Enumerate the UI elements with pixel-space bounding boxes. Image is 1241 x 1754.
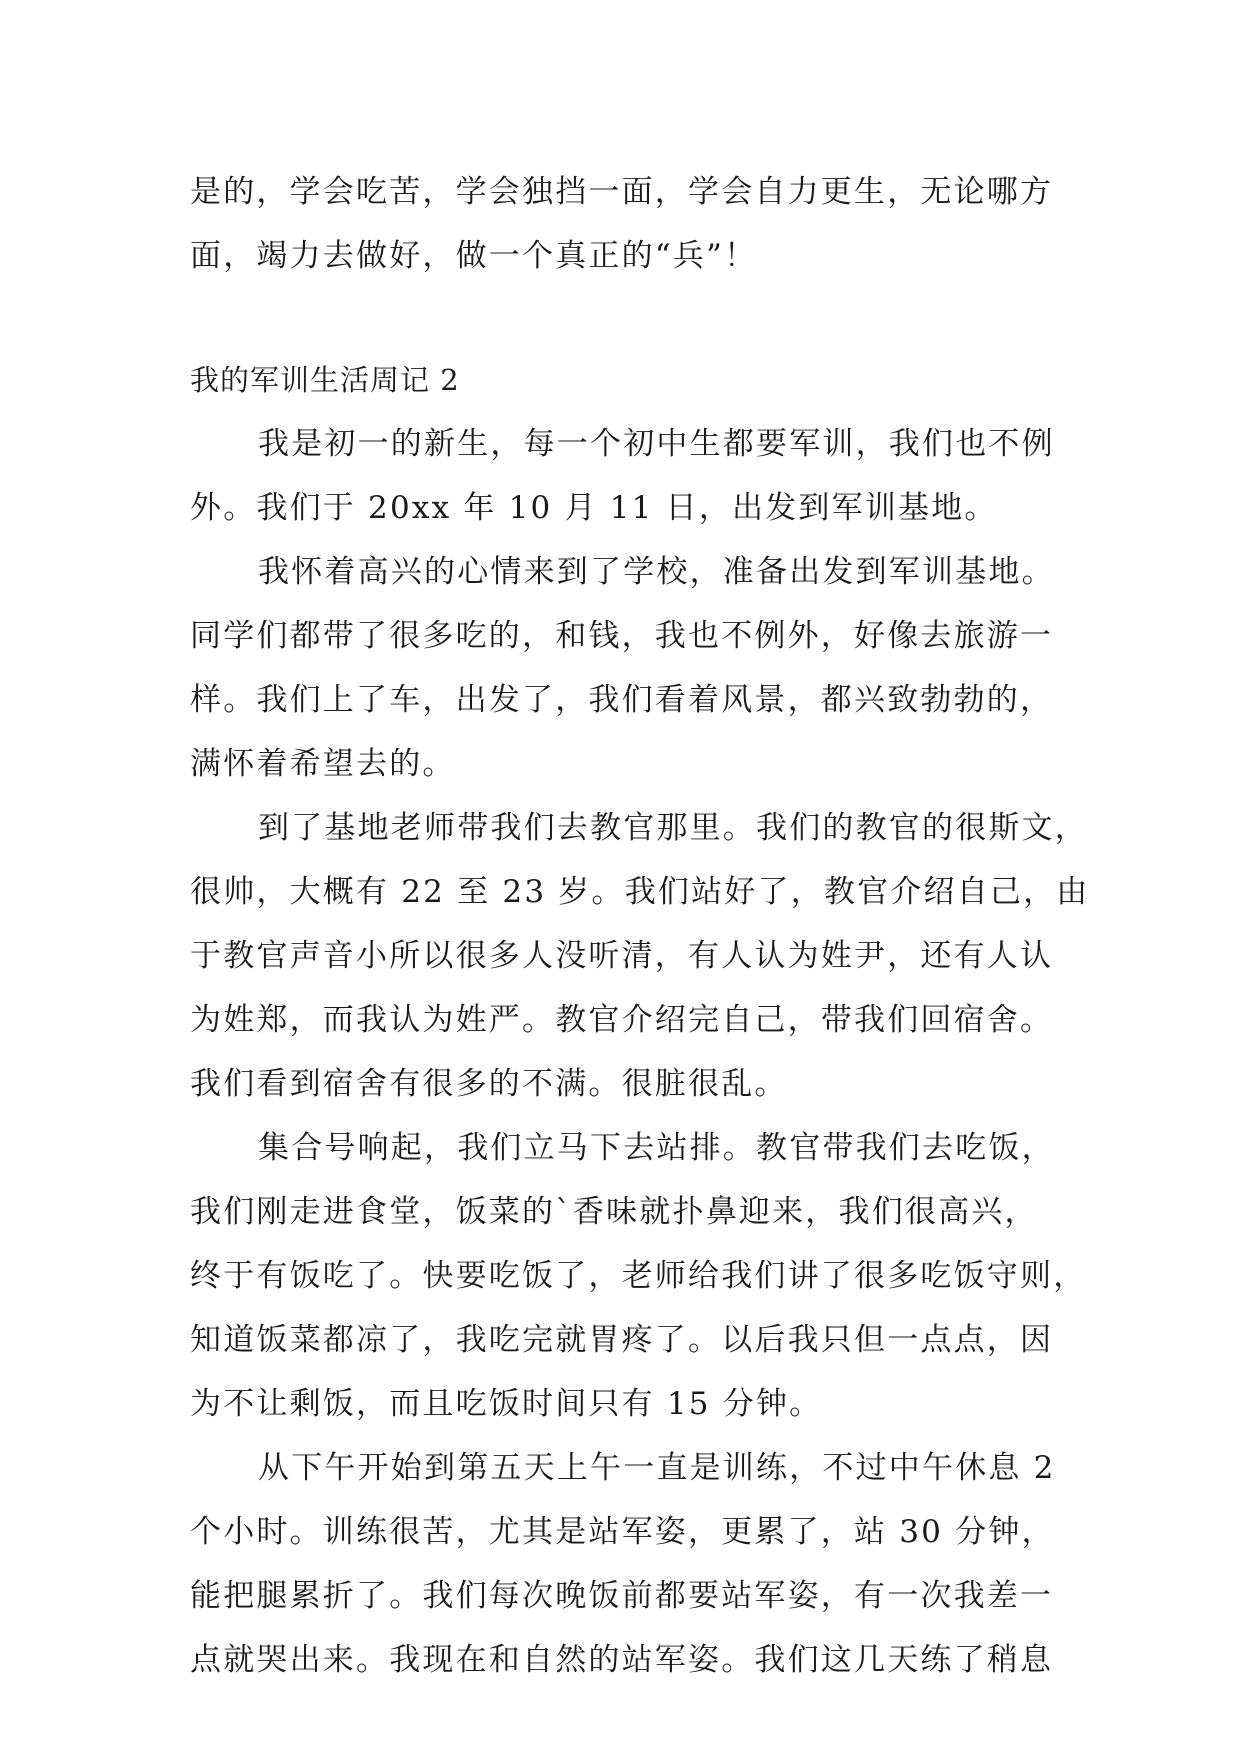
paragraph-1 — [190, 412, 1070, 540]
paragraph-3 — [190, 796, 1090, 1116]
text-line: 是的，学会吃苦，学会独挡一面，学会自力更生，无论哪方 — [190, 174, 1054, 210]
text-line: 于教官声音小所以很多人没听清，有人认为姓尹，还有人认 — [190, 938, 1054, 974]
text-line: 同学们都带了很多吃的，和钱，我也不例外，好像去旅游一 — [190, 618, 1054, 654]
text-line: 我怀着高兴的心情来到了学校，准备出发到军训基地。 — [258, 554, 1055, 590]
text-line: 集合号响起，我们立马下去站排。教官带我们去吃饭， — [258, 1130, 1055, 1166]
text-line: 知道饭菜都凉了，我吃完就胃疼了。以后我只但一点点，因 — [190, 1322, 1054, 1358]
text-line: 为不让剩饭，而且吃饭时间只有 15 分钟。 — [190, 1386, 823, 1422]
text-line: 面，竭力去做好，做一个真正的“兵”！ — [190, 238, 758, 274]
paragraph-spacer — [190, 288, 1070, 348]
paragraph-2 — [190, 540, 1070, 796]
text-line: 很帅，大概有 22 至 23 岁。我们站好了，教官介绍自己，由 — [190, 874, 1090, 910]
text-line: 满怀着希望去的。 — [190, 746, 456, 782]
text-line: 能把腿累折了。我们每次晚饭前都要站军姿，有一次我差一 — [190, 1578, 1054, 1614]
paragraph-5 — [190, 1436, 1070, 1692]
text-line: 为姓郑，而我认为姓严。教官介绍完自己，带我们回宿舍。 — [190, 1002, 1054, 1038]
text-line: 到了基地老师带我们去教官那里。我们的教官的很斯文， — [258, 810, 1088, 846]
paragraph-4 — [190, 1116, 1087, 1436]
text-line: 终于有饭吃了。快要吃饭了，老师给我们讲了很多吃饭守则， — [190, 1258, 1087, 1294]
text-line: 样。我们上了车，出发了，我们看着风景，都兴致勃勃的， — [190, 682, 1054, 718]
text-line: 个小时。训练很苦，尤其是站军姿，更累了，站 30 分钟， — [190, 1514, 1055, 1550]
paragraph-intro — [190, 160, 1070, 288]
document-body — [190, 160, 1090, 1692]
text-line: 点就哭出来。我现在和自然的站军姿。我们这几天练了稍息 — [190, 1642, 1054, 1678]
section-title: 我的军训生活周记 2 — [190, 363, 460, 397]
text-line: 从下午开始到第五天上午一直是训练，不过中午休息 2 — [258, 1450, 1056, 1486]
text-line: 我们看到宿舍有很多的不满。很脏很乱。 — [190, 1066, 788, 1102]
text-line: 我们刚走进食堂，饭菜的`香味就扑鼻迎来，我们很高兴， — [190, 1194, 1038, 1230]
text-line: 我是初一的新生，每一个初中生都要军训，我们也不例 — [258, 426, 1055, 462]
text-line: 外。我们于 20xx 年 10 月 11 日，出发到军训基地。 — [190, 490, 998, 526]
